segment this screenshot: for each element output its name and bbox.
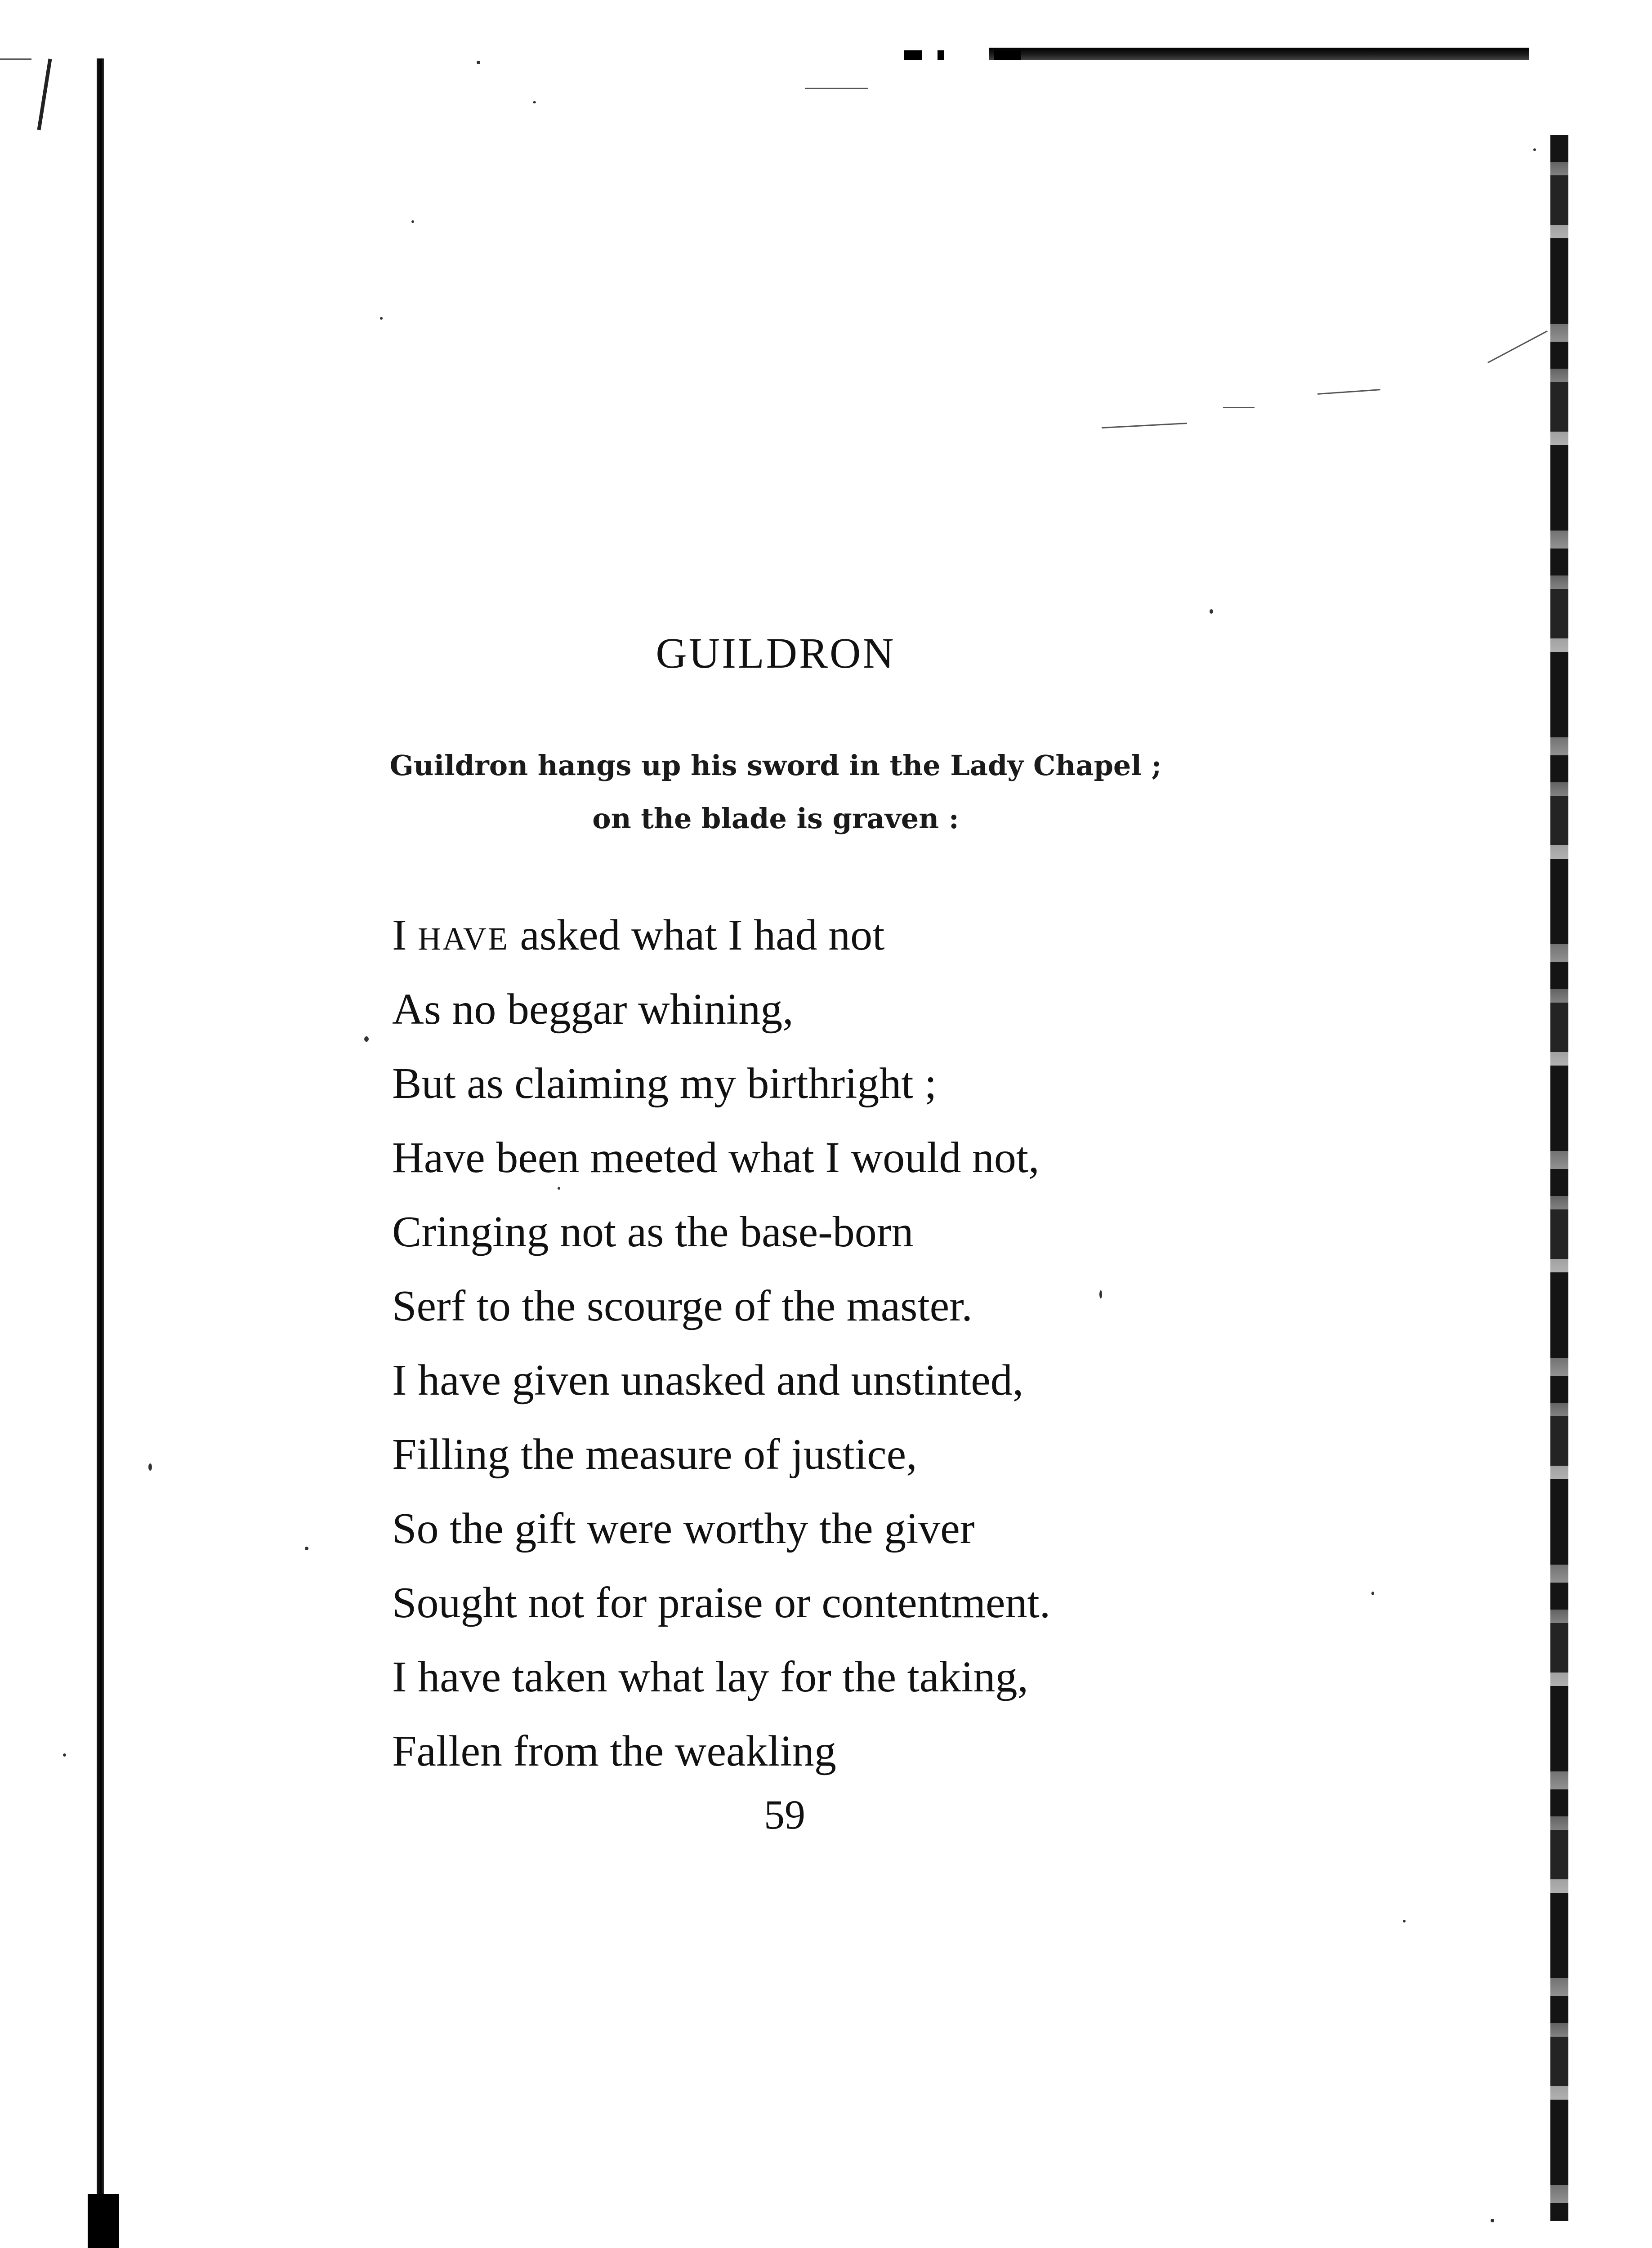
scan-speck (1403, 1920, 1406, 1922)
top-edge-fragment (938, 50, 944, 60)
poem-line: As no beggar whining, (392, 985, 794, 1034)
poem-line-1-lead: I (392, 911, 418, 959)
binding-edge-shadow-base (88, 2194, 119, 2248)
scan-speck (533, 101, 536, 103)
scan-speck (477, 61, 480, 64)
poem-line: But as claiming my birthright ; (392, 1059, 937, 1108)
page-number: 59 (764, 1792, 805, 1838)
scan-speck (1491, 2219, 1494, 2222)
scan-dash (1487, 330, 1548, 363)
poem-line: Have been meeted what I would not, (392, 1133, 1040, 1182)
scan-speck (1533, 148, 1536, 151)
poem-line: Filling the measure of justice, (392, 1430, 917, 1479)
poem-subtitle-line-1: Guildron hangs up his sword in the Lady Chapel ; (389, 749, 1162, 782)
scan-dash (1317, 389, 1380, 395)
scan-speck (1371, 1592, 1374, 1595)
scan-speck (148, 1463, 152, 1471)
scan-speck (380, 317, 383, 320)
scan-dash (1102, 423, 1187, 428)
poem-line: Sought not for praise or contentment. (392, 1579, 1051, 1627)
scan-speck (305, 1547, 308, 1550)
scan-speck (1210, 609, 1213, 614)
binding-edge-shadow (97, 58, 104, 2248)
scan-dash (0, 58, 31, 60)
scan-speck (63, 1753, 66, 1757)
poem-line-1-rest: asked what I had not (509, 911, 885, 959)
top-edge-fragment (904, 50, 922, 60)
scan-dash (805, 88, 868, 89)
scan-speck (411, 220, 414, 223)
poem-line: Serf to the scourge of the master. (392, 1282, 973, 1330)
right-edge-shadow (1550, 135, 1568, 2221)
poem-line: I have taken what lay for the taking, (392, 1653, 1029, 1701)
scan-speck (1099, 1290, 1102, 1298)
top-edge-shadow (989, 48, 1529, 60)
poem-title: GUILDRON (656, 629, 896, 677)
scan-dash (1223, 407, 1255, 408)
poem-subtitle-line-2: on the blade is graven : (592, 802, 959, 835)
poem-line: Fallen from the weakling (392, 1727, 836, 1775)
poem-line: I have given unasked and unstinted, (392, 1356, 1024, 1405)
top-edge-fragment (994, 50, 1021, 60)
scan-edge-mark (37, 58, 52, 130)
poem-line-1 (392, 908, 1050, 982)
poem-body (392, 908, 1050, 1798)
poem-line: Cringing not as the base-born (392, 1208, 914, 1256)
poem-line-1-smallcaps: HAVE (418, 921, 509, 957)
scan-speck (364, 1036, 369, 1042)
poem-line: So the gift were worthy the giver (392, 1504, 975, 1553)
